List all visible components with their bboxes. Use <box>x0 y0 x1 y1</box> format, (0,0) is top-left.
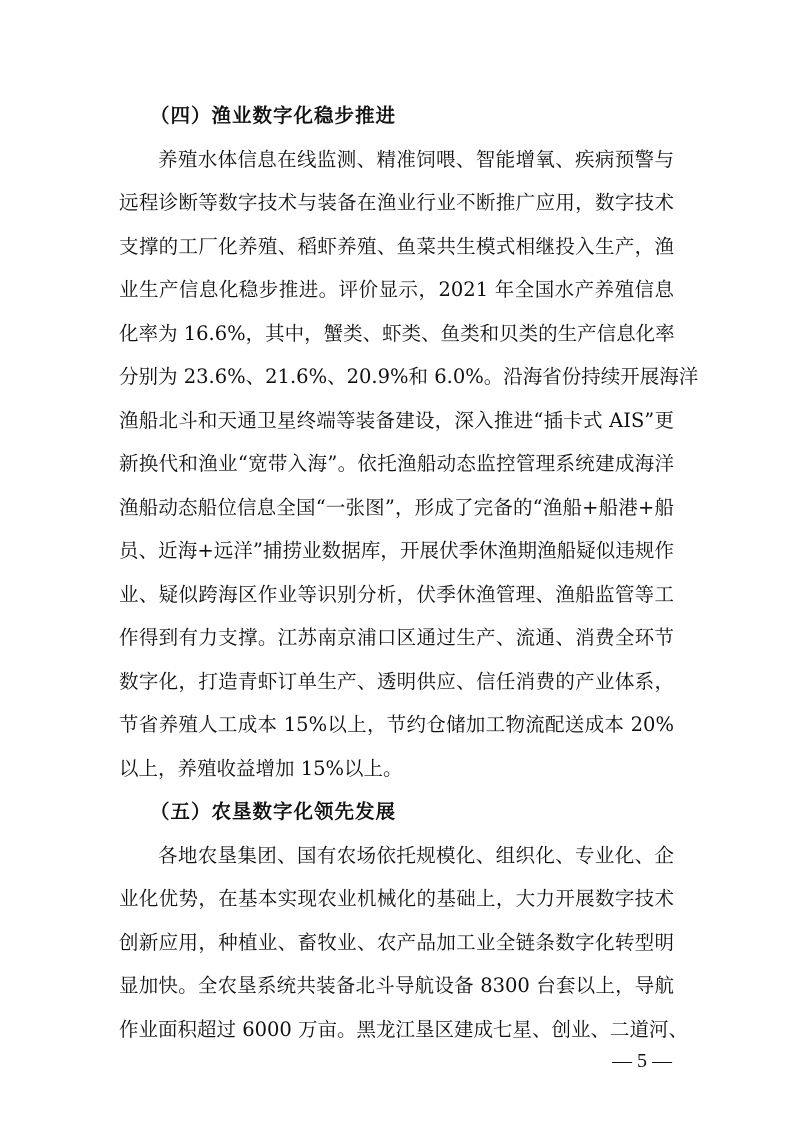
section-heading-fisheries: （四）渔业数字化稳步推进 <box>150 104 397 127</box>
paragraph-line: 养殖水体信息在线监测、精准饲喂、智能增氧、疾病预警与 <box>158 148 674 171</box>
paragraph-line: 作得到有力支撑。江苏南京浦口区通过生产、流通、消费全环节 <box>119 626 674 649</box>
paragraph-line: 化率为 16.6%，其中，蟹类、虾类、鱼类和贝类的生产信息化率 <box>119 322 675 345</box>
paragraph-line: 分别为 23.6%、21.6%、20.9%和 6.0%。沿海省份持续开展海洋 <box>119 365 699 388</box>
paragraph-line: 支撑的工厂化养殖、稻虾养殖、鱼菜共生模式相继投入生产，渔 <box>119 235 674 258</box>
paragraph-line: 业化优势，在基本实现农业机械化的基础上，大力开展数字技术 <box>119 887 674 910</box>
paragraph-line: 员、近海+远洋”捕捞业数据库，开展伏季休渔期渔船疑似违规作 <box>119 539 674 562</box>
page-number: — 5 — <box>612 1050 672 1072</box>
paragraph-line: 节省养殖人工成本 15%以上，节约仓储加工物流配送成本 20% <box>119 713 674 736</box>
paragraph-line: 渔船北斗和天通卫星终端等装备建设，深入推进“插卡式 AIS”更 <box>119 409 674 432</box>
paragraph-line: 显加快。全农垦系统共装备北斗导航设备 8300 台套以上，导航 <box>119 974 674 997</box>
paragraph-line: 远程诊断等数字技术与装备在渔业行业不断推广应用，数字技术 <box>119 191 674 214</box>
paragraph-line: 创新应用，种植业、畜牧业、农产品加工业全链条数字化转型明 <box>119 931 674 954</box>
section-heading-state-farms: （五）农垦数字化领先发展 <box>150 800 397 823</box>
paragraph-line: 新换代和渔业“宽带入海”。依托渔船动态监控管理系统建成海洋 <box>119 452 674 475</box>
paragraph-line: 渔船动态船位信息全国“一张图”，形成了完备的“渔船+船港+船 <box>119 496 674 519</box>
paragraph-line: 作业面积超过 6000 万亩。黑龙江垦区建成七星、创业、二道河、 <box>119 1018 689 1041</box>
paragraph-line: 业生产信息化稳步推进。评价显示，2021 年全国水产养殖信息 <box>119 278 674 301</box>
paragraph-line: 各地农垦集团、国有农场依托规模化、组织化、专业化、企 <box>158 844 674 867</box>
paragraph-line: 以上，养殖收益增加 15%以上。 <box>119 757 403 780</box>
paragraph-line: 业、疑似跨海区作业等识别分析，伏季休渔管理、渔船监管等工 <box>119 583 674 606</box>
paragraph-line: 数字化，打造青虾订单生产、透明供应、信任消费的产业体系， <box>119 670 674 693</box>
